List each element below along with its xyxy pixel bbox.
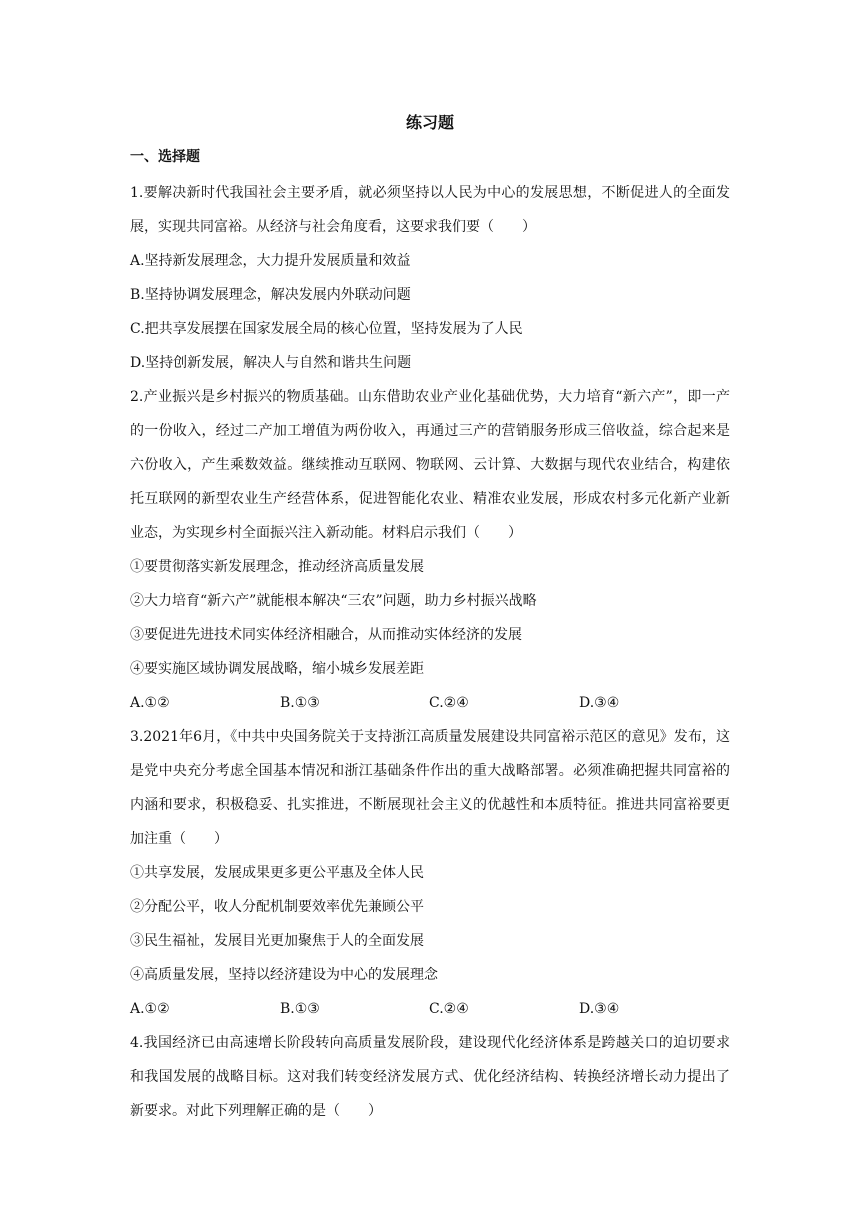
question-2-item-3: ③要促进先进技术同实体经济相融合，从而推动实体经济的发展 (130, 627, 522, 643)
question-1-option-d: D.坚持创新发展，解决人与自然和谐共生问题 (130, 355, 412, 371)
question-3-stem: 3.2021年6月，《中共中央国务院关于支持浙江高质量发展建设共同富裕示范区的意见》发布，这是党中央充分考虑全国基本情况和浙江基础条件作出的重大战略部署。必须准确把握共同富裕的内涵和要求，积极稳妥、扎实推进，不断展现社会主义的优越性和本质特征。推进共同富裕要更加注重（ ） (130, 729, 730, 847)
page-title: 练习题 (405, 113, 454, 132)
question-3-choice-a: A.①② (130, 1001, 170, 1017)
question-2-choices (130, 686, 730, 720)
question-2-item-4: ④要实施区域协调发展战略，缩小城乡发展差距 (130, 661, 424, 677)
question-2-item-1: ①要贯彻落实新发展理念，推动经济高质量发展 (130, 559, 424, 575)
question-1-stem: 1.要解决新时代我国社会主要矛盾，就必须坚持以人民为中心的发展思想，不断促进人的全面发展，实现共同富裕。从经济与社会角度看，这要求我们要（ ） (130, 185, 730, 235)
section-heading: 一、选择题 (130, 149, 200, 165)
question-2-choice-a: A.①② (130, 695, 170, 711)
question-2-item-2: ②大力培育“新六产”就能根本解决“三农”问题，助力乡村振兴战略 (130, 593, 537, 609)
question-3-item-4: ④高质量发展，坚持以经济建设为中心的发展理念 (130, 967, 438, 983)
question-3-item-1: ①共享发展，发展成果更多更公平惠及全体人民 (130, 865, 424, 881)
question-1-option-b: B.坚持协调发展理念，解决发展内外联动问题 (130, 287, 411, 303)
question-list (130, 176, 730, 1128)
question-3-choices (130, 992, 730, 1026)
question-2-stem: 2.产业振兴是乡村振兴的物质基础。山东借助农业产业化基础优势，大力培育“新六产”，即一产的一份收入，经过二产加工增值为两份收入，再通过三产的营销服务形成三倍收益，综合起来是六份收入，产生乘数效益。继续推动互联网、物联网、云计算、大数据与现代农业结合，构建依托互联网的新型农业生产经营体系，促进智能化农业、精准农业发展，形成农村多元化新产业新业态，为实现乡村全面振兴注入新动能。材料启示我们（ ） (130, 389, 730, 541)
question-3-choice-c: C.②④ (429, 1001, 469, 1017)
question-3-item-3: ③民生福祉，发展目光更加聚焦于人的全面发展 (130, 933, 424, 949)
question-1-option-a: A.坚持新发展理念，大力提升发展质量和效益 (130, 253, 411, 269)
question-3-choice-d: D.③④ (579, 1001, 620, 1017)
question-3-choice-b: B.①③ (280, 1001, 320, 1017)
question-2-choice-b: B.①③ (280, 695, 320, 711)
question-3-item-2: ②分配公平，收人分配机制要效率优先兼顾公平 (130, 899, 424, 915)
question-1-option-c: C.把共享发展摆在国家发展全局的核心位置，坚持发展为了人民 (130, 321, 523, 337)
question-2-choice-c: C.②④ (429, 695, 469, 711)
question-4-stem: 4.我国经济已由高速增长阶段转向高质量发展阶段，建设现代化经济体系是跨越关口的迫切要求和我国发展的战略目标。这对我们转变经济发展方式、优化经济结构、转换经济增长动力提出了新要求。对此下列理解正确的是（ ） (130, 1035, 730, 1119)
question-2-choice-d: D.③④ (579, 695, 620, 711)
